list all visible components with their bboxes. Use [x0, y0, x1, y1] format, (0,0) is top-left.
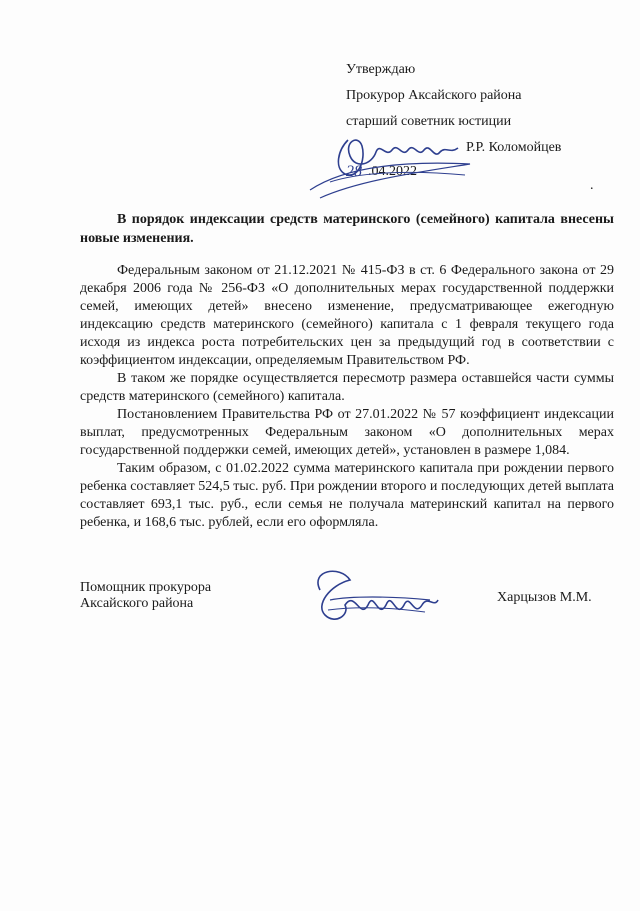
footer-position — [80, 580, 211, 612]
stray-dot: . — [590, 178, 594, 193]
paragraph: Таким образом, с 01.02.2022 сумма материнского капитала при рождении первого ребенка составляет 524,5 тыс. руб. При рождении второго и последующих детей выплата составляет 693,1 тыс. руб., если семья не получала материнский капитал на первого ребенка, и 168,6 тыс. рублей, если его оформляла. — [80, 461, 614, 530]
prosecutor-signature-icon — [300, 120, 480, 210]
document-heading: В порядок индексации средств материнского (семейного) капитала внесены новые изменения. — [80, 212, 614, 246]
approval-line-2: Прокурор Аксайского района — [346, 88, 522, 103]
paragraph: Федеральным законом от 21.12.2021 № 415-ФЗ в ст. 6 Федерального закона от 29 декабря 2006 года № 256-ФЗ «О дополнительных мерах государственной поддержки семей, имеющих детей» внесено изменение, предусматривающее ежегодную индексацию средств материнского (семейного) капитала с 1 февраля текущего года исходя из индекса роста потребительских цен за предыдущий год в соответствии с коэффициентом индексации, определяемым Правительством РФ. — [80, 263, 614, 368]
approval-line-1: Утверждаю — [346, 62, 416, 77]
footer-name: Харцызов М.М. — [497, 590, 592, 605]
handwritten-date-day: 28 — [346, 163, 362, 180]
document-body — [80, 262, 614, 532]
approval-date: .04.2022 — [368, 164, 417, 179]
approval-name: Р.Р. Коломойцев — [466, 140, 562, 155]
paragraph: В таком же порядке осуществляется пересмотр размера оставшейся части суммы средств материнского (семейного) капитала. — [80, 371, 614, 404]
assistant-signature-icon — [300, 560, 440, 640]
footer-position-line-2: Аксайского района — [80, 596, 194, 611]
paragraph: Постановлением Правительства РФ от 27.01.2022 № 57 коэффициент индексации выплат, предусмотренных Федеральным законом «О дополнительных мерах государственной поддержки семей, имеющих детей», установлен в размере 1,084. — [80, 407, 614, 458]
approval-line-3: старший советник юстиции — [346, 114, 512, 129]
footer-position-line-1: Помощник прокурора — [80, 580, 212, 595]
